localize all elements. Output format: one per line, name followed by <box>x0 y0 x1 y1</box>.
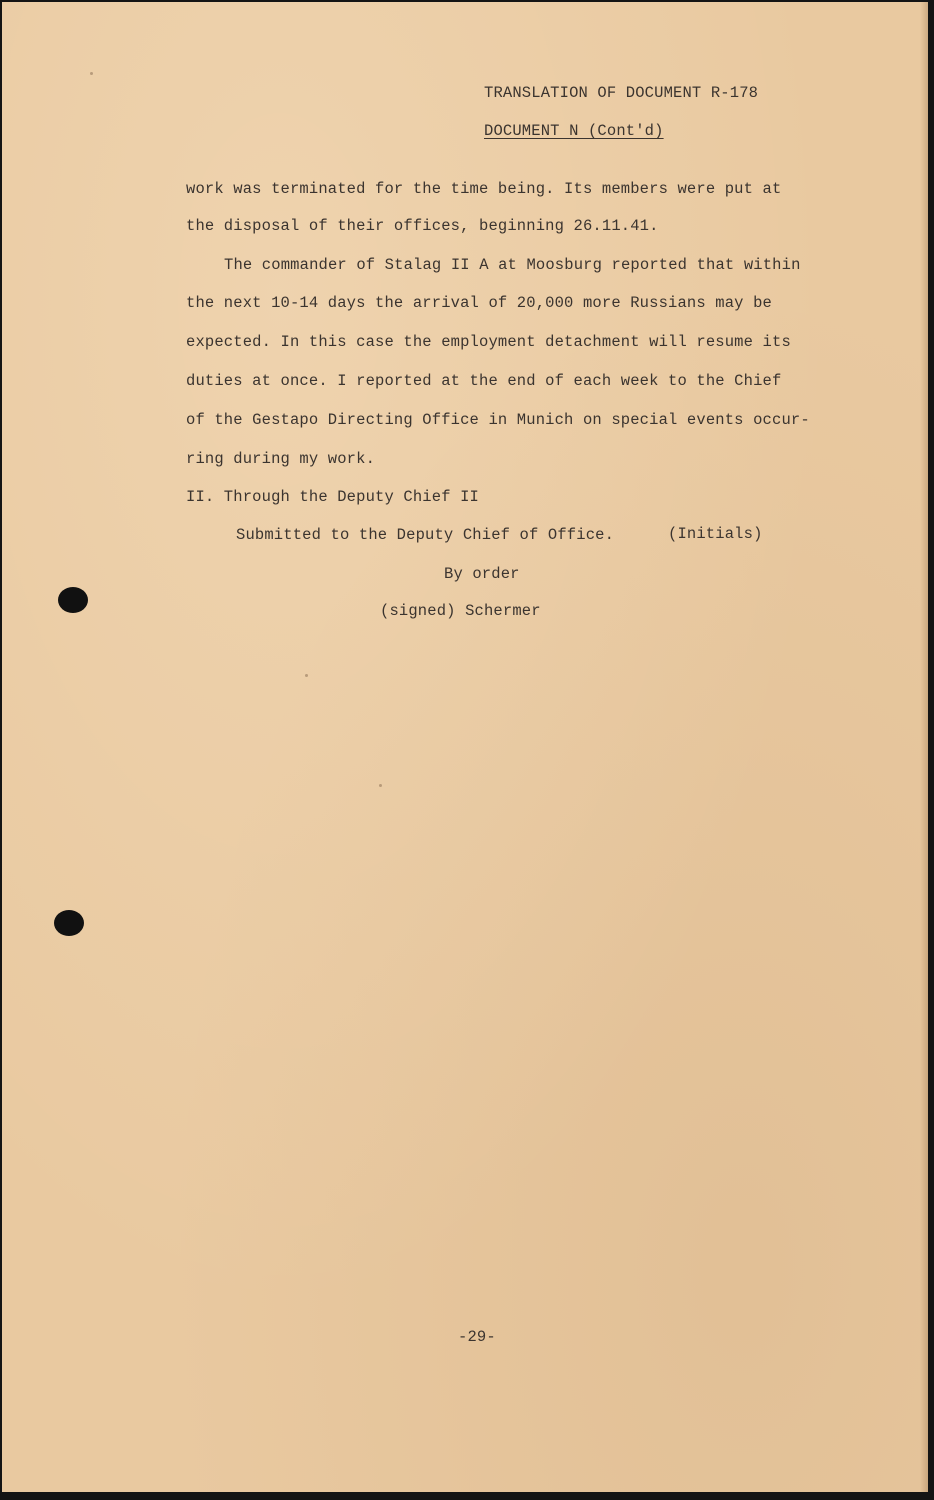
body-line: The commander of Stalag II A at Moosburg reported that within <box>224 256 801 274</box>
paper-speck <box>379 784 382 787</box>
punch-hole-bottom <box>54 910 84 936</box>
body-line: ring during my work. <box>186 450 376 468</box>
body-line: expected. In this case the employment detachment will resume its <box>186 333 791 351</box>
document-subtitle: DOCUMENT N (Cont'd) <box>484 122 664 140</box>
paper-speck <box>305 674 308 677</box>
signed-line: (signed) Schermer <box>380 602 541 620</box>
submitted-line: Submitted to the Deputy Chief of Office. <box>236 526 615 544</box>
routing-line: II. Through the Deputy Chief II <box>186 488 479 506</box>
document-title: TRANSLATION OF DOCUMENT R-178 <box>484 84 759 102</box>
page-number: -29- <box>458 1328 496 1346</box>
initials-line: (Initials) <box>668 525 763 543</box>
body-line: work was terminated for the time being. Its members were put at <box>186 180 782 198</box>
punch-hole-top <box>58 587 88 613</box>
page-edge-shadow <box>920 2 928 1492</box>
body-line: the next 10-14 days the arrival of 20,000 more Russians may be <box>186 294 772 312</box>
body-line: duties at once. I reported at the end of each week to the Chief <box>186 372 782 390</box>
body-line: the disposal of their offices, beginning 26.11.41. <box>186 217 659 235</box>
by-order-line: By order <box>444 565 520 583</box>
document-page <box>2 2 928 1492</box>
paper-speck <box>90 72 93 75</box>
body-line: of the Gestapo Directing Office in Munich on special events occur- <box>186 411 810 429</box>
